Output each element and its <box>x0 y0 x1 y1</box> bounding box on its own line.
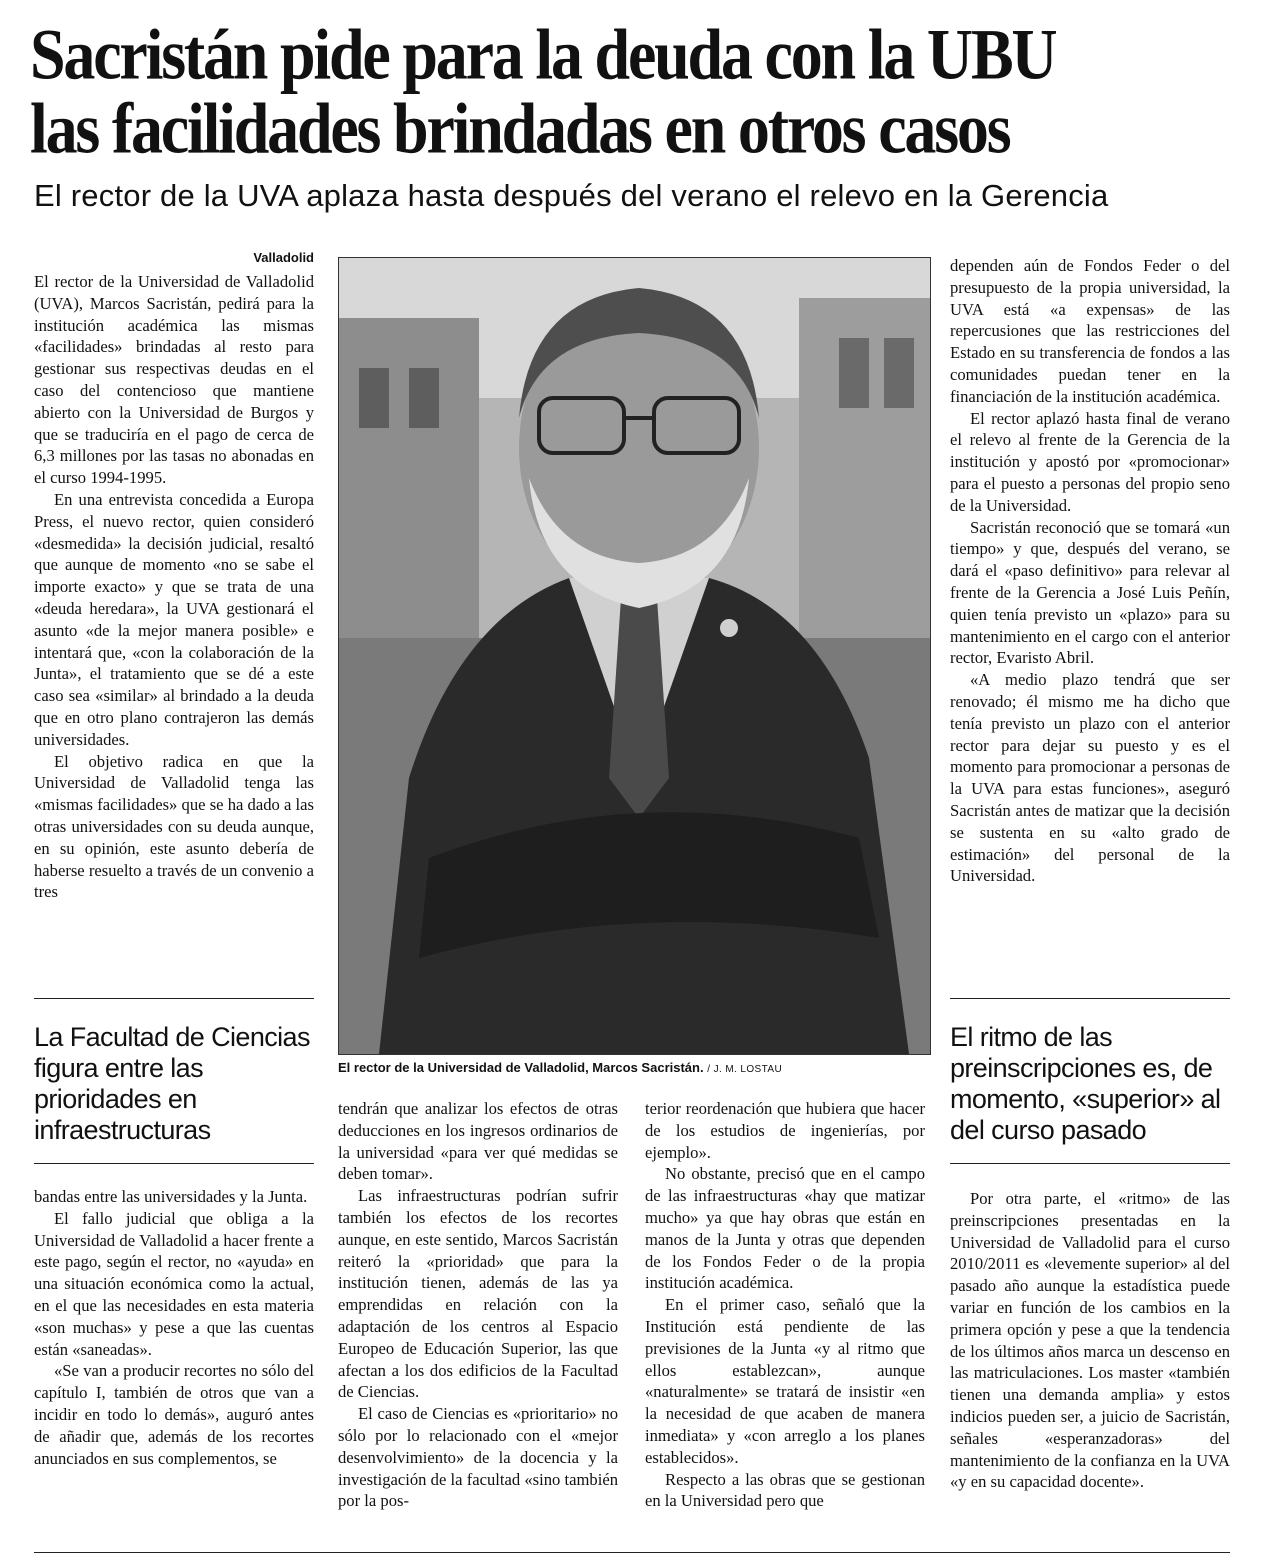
column-1-top <box>34 271 314 903</box>
divider-right-top <box>950 998 1230 999</box>
divider-left-top <box>34 998 314 999</box>
photo-rector <box>338 257 931 1055</box>
portrait-image <box>339 258 930 1054</box>
body-paragraph: dependen aún de Fondos Feder o del presupuesto de la propia universidad, la UVA está «a expensas» de las repercusiones que las restricciones del Estado en su transferencia de fondos a las comunidades puedan tener en la financiación de la institución académica. <box>950 256 1230 406</box>
divider-right-bottom <box>950 1163 1230 1164</box>
column-4-top <box>950 255 1230 887</box>
body-paragraph: El caso de Ciencias es «prioritario» no sólo por lo relacionado con el «mejor desenvolvimiento» de la docencia y la investigación de la facultad «sino también por la pos- <box>338 1404 618 1511</box>
body-paragraph: El objetivo radica en que la Universidad de Valladolid tenga las «mismas facilidades» que se ha dado a las otras universidades con su deuda aunque, en su opinión, este asunto debería de haberse resuelto a través de un convenio a tres <box>34 751 314 902</box>
body-paragraph: Las infraestructuras podrían sufrir también los efectos de los recortes aunque, en este sentido, Marcos Sacristán reiteró la «prioridad» que para la institución tienen, además de las ya emprendidas en relación con la adaptación de los centros al Espacio Europeo de Educación Superior, las que afectan a los dos edificios de la Facultad de Ciencias. <box>338 1186 618 1402</box>
body-paragraph: tendrán que analizar los efectos de otras deducciones en los ingresos ordinarios de la universidad «para ver qué medidas se deben tomar». <box>338 1099 618 1184</box>
body-paragraph: «A medio plazo tendrá que ser renovado; él mismo me ha dicho que tenía previsto un plazo con el anterior rector para dejar su puesto y es el momento para promocionar a personas de la UVA para estas funciones», aseguró Sacristán antes de matizar que la decisión se sustenta en su «alto grado de estimación» del personal de la Universidad. <box>950 670 1230 886</box>
subheadline: El rector de la UVA aplaza hasta después del verano el relevo en la Gerencia <box>34 178 1109 213</box>
body-paragraph: terior reordenación que hubiera que hacer de los estudios de ingenierías, por ejemplo». <box>645 1099 925 1162</box>
sidebar-paragraph: Por otra parte, el «ritmo» de las preinscripciones presentadas en la Universidad de Valladolid para el curso 2010/2011 es «levemente superior» al del pasado año aunque la estadística puede variar en función de los cambios en la primera opción y pese a que la tendencia de los últimos años marca un descenso en las matriculaciones. Los master «también tienen una demanda amplia» y estos indicios pueden ser, a juicio de Sacristán, señales «esperanzadoras» del mantenimiento de la confianza en la UVA «y en su capacidad docente». <box>950 1189 1230 1492</box>
divider-left-bottom <box>34 1163 314 1164</box>
sidebar-right-body <box>950 1188 1230 1493</box>
body-paragraph: Respecto a las obras que se gestionan en la Universidad pero que <box>645 1469 925 1511</box>
column-3-bottom <box>645 1098 925 1512</box>
caption-text: El rector de la Universidad de Valladolid, Marcos Sacristán. <box>338 1060 704 1075</box>
column-2-bottom <box>338 1098 618 1512</box>
body-paragraph: bandas entre las universidades y la Junta. <box>34 1187 308 1206</box>
body-paragraph: En una entrevista concedida a Europa Press, el nuevo rector, quien consideró «desmedida» la decisión judicial, resaltó que aunque de momento «no se sabe el importe exacto» y que se trata de una «deuda heredara», la UVA gestionará el asunto «de la mejor manera posible» e intentará que, «con la colaboración de la Junta», el tratamiento que se dé a este caso sea «similar» al brindado a la deuda que en otro plano contrajeron las demás universidades. <box>34 489 314 749</box>
sidebar-left-heading: La Facultad de Ciencias figura entre las prioridades en infraestructuras <box>34 1022 310 1145</box>
headline <box>30 14 1240 169</box>
dateline: Valladolid <box>253 250 314 265</box>
photo-credit: / J. M. LOSTAU <box>707 1064 783 1075</box>
headline-line-2: las facilidades brindadas en otros casos <box>30 88 1010 169</box>
body-paragraph: Sacristán reconoció que se tomará «un tiempo» y que, después del verano, se dará el «paso definitivo» para relevar al frente de la Gerencia a José Luis Peñín, quien tenía previsto un «plazo» para su mantenimiento en el cargo con el anterior rector, Evaristo Abril. <box>950 517 1230 668</box>
body-paragraph: No obstante, precisó que en el campo de las infraestructuras «hay que matizar mucho» ya que hay obras que están en manos de la Junta y otras que dependen de los Fondos Feder o de la propia institución académica. <box>645 1164 925 1293</box>
page-bottom-rule <box>34 1552 1230 1553</box>
body-paragraph: En el primer caso, señaló que la Institución está pendiente de las previsiones de la Junta «y al ritmo que ellos establezcan», aunque «naturalmente» se tratará de insistir «en la necesidad de que acaben de manera inmediata» y «con arreglo a los planes establecidos». <box>645 1295 925 1467</box>
headline-line-1: Sacristán pide para la deuda con la UBU <box>30 14 1056 95</box>
sidebar-right-heading: El ritmo de las preinscripciones es, de momento, «superior» al del curso pasado <box>950 1022 1221 1145</box>
body-paragraph: El fallo judicial que obliga a la Universidad de Valladolid a hacer frente a este pago, según el rector, no «ayuda» en una situación económica como la actual, en el que las necesidades en esta materia «son muchas» y pese a que las cuentas están «saneadas». <box>34 1208 314 1359</box>
column-1-bottom <box>34 1186 314 1469</box>
body-paragraph: «Se van a producir recortes no sólo del capítulo I, también de otros que van a incidir en todo lo demás», auguró antes de añadir que, además de los recortes anunciados en sus complementos, se <box>34 1361 314 1468</box>
photo-caption <box>338 1059 938 1079</box>
body-paragraph: El rector aplazó hasta final de verano el relevo al frente de la Gerencia de la institución y apostó por «promocionar» para el puesto a personas del propio seno de la Universidad. <box>950 408 1230 515</box>
body-paragraph: El rector de la Universidad de Valladolid (UVA), Marcos Sacristán, pedirá para la institución académica las mismas «facilidades» brindadas al resto para gestionar sus respectivas deudas en el caso del contencioso que mantiene abierto con la Universidad de Burgos y que se traduciría en el pago de cerca de 6,3 millones por las tasas no abonadas en el curso 1994-1995. <box>34 272 314 488</box>
